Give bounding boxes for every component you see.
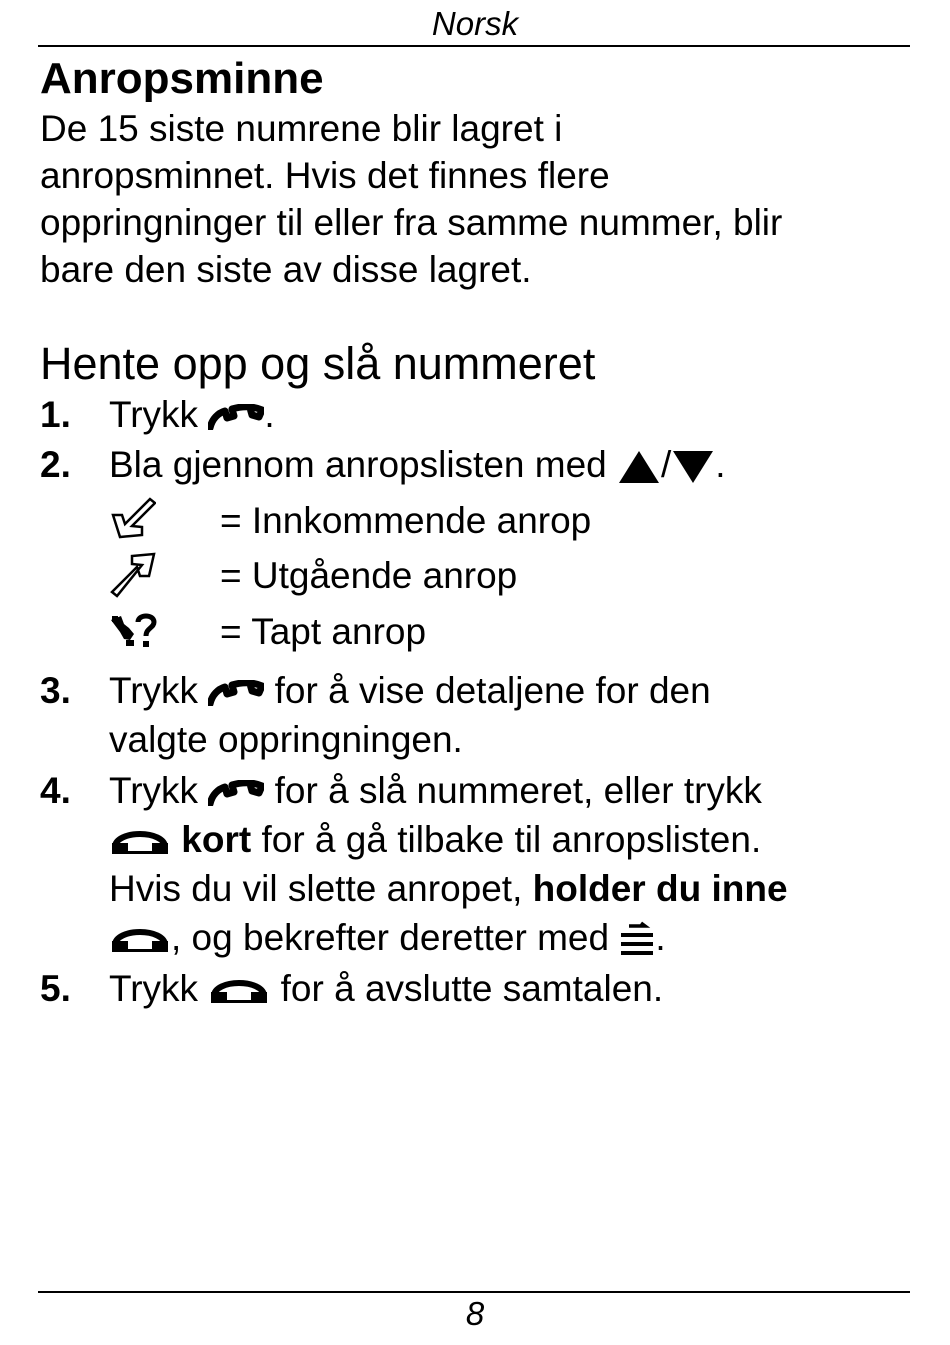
incoming-call-icon: [108, 495, 156, 543]
header-divider: [38, 45, 910, 47]
outgoing-call-icon: [108, 550, 160, 598]
step-number: 1.: [40, 394, 71, 435]
step-text: Bla gjennom anropslisten med / .: [109, 444, 726, 485]
step-number: 4.: [40, 770, 71, 811]
menu-icon: [619, 920, 655, 960]
section-title: Anropsminne: [40, 54, 324, 103]
legend-label: = Tapt anrop: [220, 611, 427, 652]
intro-line: anropsminnet. Hvis det finnes flere: [40, 155, 610, 196]
legend-label: = Utgående anrop: [220, 555, 518, 596]
missed-call-icon: [108, 606, 160, 654]
step-number: 2.: [40, 444, 71, 485]
step-number: 3.: [40, 670, 71, 711]
end-call-icon: [208, 978, 270, 1004]
footer-divider: [38, 1291, 910, 1293]
step-text: Trykk for å vise detaljene for den valgte oppringningen.: [109, 670, 711, 760]
legend-item-incoming: [108, 495, 808, 547]
call-key-icon: [208, 404, 264, 430]
legend-label: = Innkommende anrop: [220, 500, 592, 541]
arrow-down-icon: [671, 449, 715, 485]
end-call-icon: [109, 927, 171, 953]
call-key-icon: [208, 780, 264, 806]
end-call-icon: [109, 829, 171, 855]
step-text: Trykk for å slå nummeret, eller trykk kort for å gå tilbake til anropslisten. Hvis du vil slette anropet, holder du inne , og bekrefter deretter med .: [109, 766, 909, 962]
step-text: Trykk for å avslutte samtalen.: [109, 968, 664, 1009]
legend-item-outgoing: [108, 550, 808, 602]
call-key-icon: [208, 680, 264, 706]
intro-line: De 15 siste numrene blir lagret i: [40, 108, 563, 149]
subsection-title: Hente opp og slå nummeret: [40, 338, 596, 389]
step-number: 5.: [40, 968, 71, 1009]
intro-line: bare den siste av disse lagret.: [40, 249, 532, 290]
intro-line: oppringninger til eller fra samme nummer, blir: [40, 202, 783, 243]
legend-item-missed: [108, 606, 808, 658]
intro-paragraph: [40, 105, 910, 293]
arrow-up-icon: [617, 449, 661, 485]
page-number: 8: [465, 1295, 485, 1332]
header-language: Norsk: [431, 5, 519, 42]
step-text: Trykk .: [109, 394, 275, 435]
